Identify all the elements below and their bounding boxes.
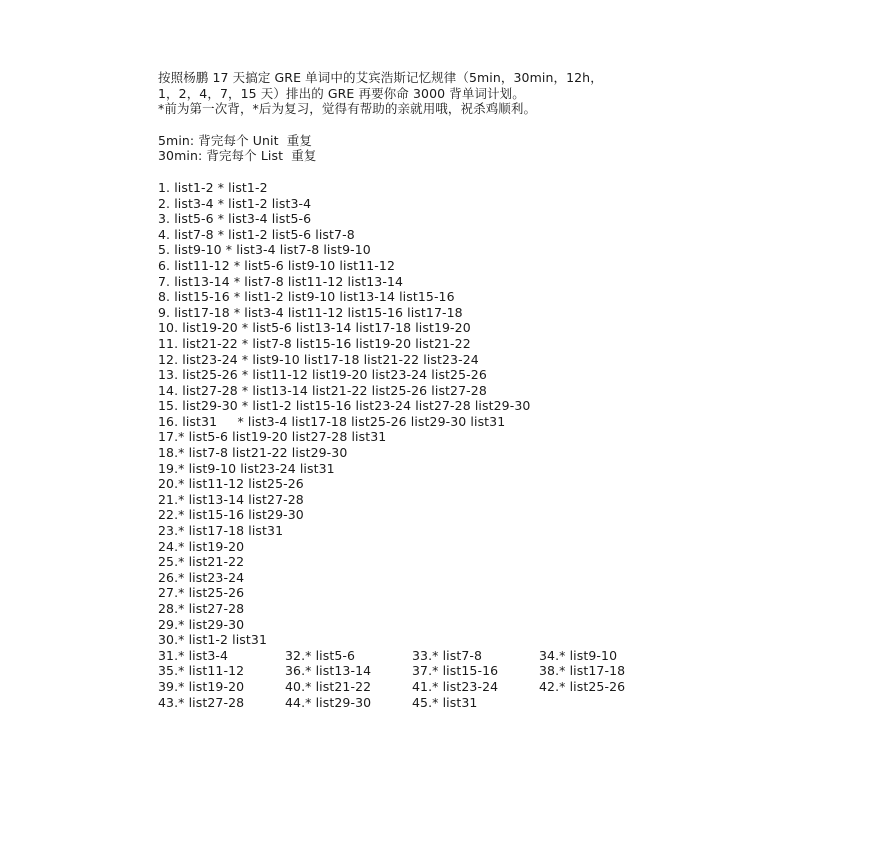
schedule-day: 14. list27-28 * list13-14 list21-22 list25-26 list27-28	[158, 382, 487, 398]
schedule-day: 44.* list29-30	[285, 694, 372, 710]
schedule-day: 16. list31 * list3-4 list17-18 list25-26 list29-30 list31	[158, 413, 506, 429]
schedule-day: 17.* list5-6 list19-20 list27-28 list31	[158, 429, 387, 445]
schedule-day: 3. list5-6 * list3-4 list5-6	[158, 211, 312, 227]
intro-line: 按照杨鹏 17 天搞定 GRE 单词中的艾宾浩斯记忆规律（5min，30min，12h，	[158, 70, 603, 85]
schedule-day: 42.* list25-26	[539, 678, 626, 694]
schedule-day: 33.* list7-8	[412, 647, 483, 663]
rule-line: 5min: 背完每个 Unit 重复	[158, 132, 312, 148]
intro-line: *前为第一次背，*后为复习，觉得有帮助的亲就用哦，祝杀鸡顺利。	[158, 101, 537, 117]
schedule-day: 20.* list11-12 list25-26	[158, 476, 304, 492]
schedule-day: 6. list11-12 * list5-6 list9-10 list11-12	[158, 257, 396, 273]
schedule-list	[158, 180, 758, 648]
schedule-day: 43.* list27-28	[158, 694, 245, 710]
schedule-day: 12. list23-24 * list9-10 list17-18 list21-22 list23-24	[158, 351, 479, 367]
schedule-day: 25.* list21-22	[158, 554, 245, 570]
schedule-day: 5. list9-10 * list3-4 list7-8 list9-10	[158, 242, 371, 258]
schedule-day: 9. list17-18 * list3-4 list11-12 list15-16 list17-18	[158, 304, 463, 320]
schedule-day: 29.* list29-30	[158, 616, 245, 632]
schedule-day: 8. list15-16 * list1-2 list9-10 list13-14 list15-16	[158, 289, 455, 305]
schedule-day: 34.* list9-10	[539, 647, 618, 663]
schedule-day: 36.* list13-14	[285, 663, 372, 679]
schedule-day: 10. list19-20 * list5-6 list13-14 list17-18 list19-20	[158, 320, 471, 336]
schedule-day: 31.* list3-4	[158, 647, 229, 663]
schedule-day: 19.* list9-10 list23-24 list31	[158, 460, 335, 476]
schedule-day: 38.* list17-18	[539, 663, 626, 679]
schedule-day: 13. list25-26 * list11-12 list19-20 list23-24 list25-26	[158, 367, 487, 383]
schedule-day: 41.* list23-24	[412, 678, 499, 694]
schedule-day: 37.* list15-16	[412, 663, 499, 679]
rule-line: 30min: 背完每个 List 重复	[158, 148, 317, 164]
schedule-day: 1. list1-2 * list1-2	[158, 179, 268, 195]
schedule-day: 32.* list5-6	[285, 647, 356, 663]
schedule-day: 35.* list11-12	[158, 663, 245, 679]
schedule-day: 28.* list27-28	[158, 601, 245, 616]
schedule-day: 7. list13-14 * list7-8 list11-12 list13-14	[158, 273, 404, 289]
schedule-day: 15. list29-30 * list1-2 list15-16 list23-24 list27-28 list29-30	[158, 398, 531, 414]
schedule-day: 40.* list21-22	[285, 678, 372, 694]
repeat-rules	[158, 133, 758, 164]
schedule-day: 23.* list17-18 list31	[158, 523, 284, 539]
spacer	[158, 117, 758, 133]
schedule-grid-row	[158, 679, 758, 695]
schedule-day: 21.* list13-14 list27-28	[158, 491, 304, 507]
schedule-day: 11. list21-22 * list7-8 list15-16 list19-20 list21-22	[158, 335, 471, 351]
schedule-day: 27.* list25-26	[158, 585, 245, 601]
schedule-day: 22.* list15-16 list29-30	[158, 507, 304, 523]
schedule-day: 24.* list19-20	[158, 538, 245, 554]
schedule-day: 39.* list19-20	[158, 678, 245, 694]
schedule-grid-row	[158, 648, 758, 664]
schedule-grid-row	[158, 695, 758, 711]
schedule-day: 18.* list7-8 list21-22 list29-30	[158, 445, 348, 461]
schedule-day: 45.* list31	[412, 694, 478, 710]
spacer	[158, 164, 758, 180]
schedule-grid-row	[158, 663, 758, 679]
schedule-day: 4. list7-8 * list1-2 list5-6 list7-8	[158, 226, 355, 242]
schedule-day: 2. list3-4 * list1-2 list3-4	[158, 195, 312, 211]
schedule-grid	[158, 648, 758, 710]
schedule-day: 26.* list23-24	[158, 569, 245, 585]
document-body	[158, 70, 758, 710]
intro-line: 1，2，4，7，15 天）排出的 GRE 再要你命 3000 背单词计划。	[158, 85, 525, 101]
intro-paragraph	[158, 70, 758, 117]
schedule-day: 30.* list1-2 list31	[158, 632, 268, 648]
